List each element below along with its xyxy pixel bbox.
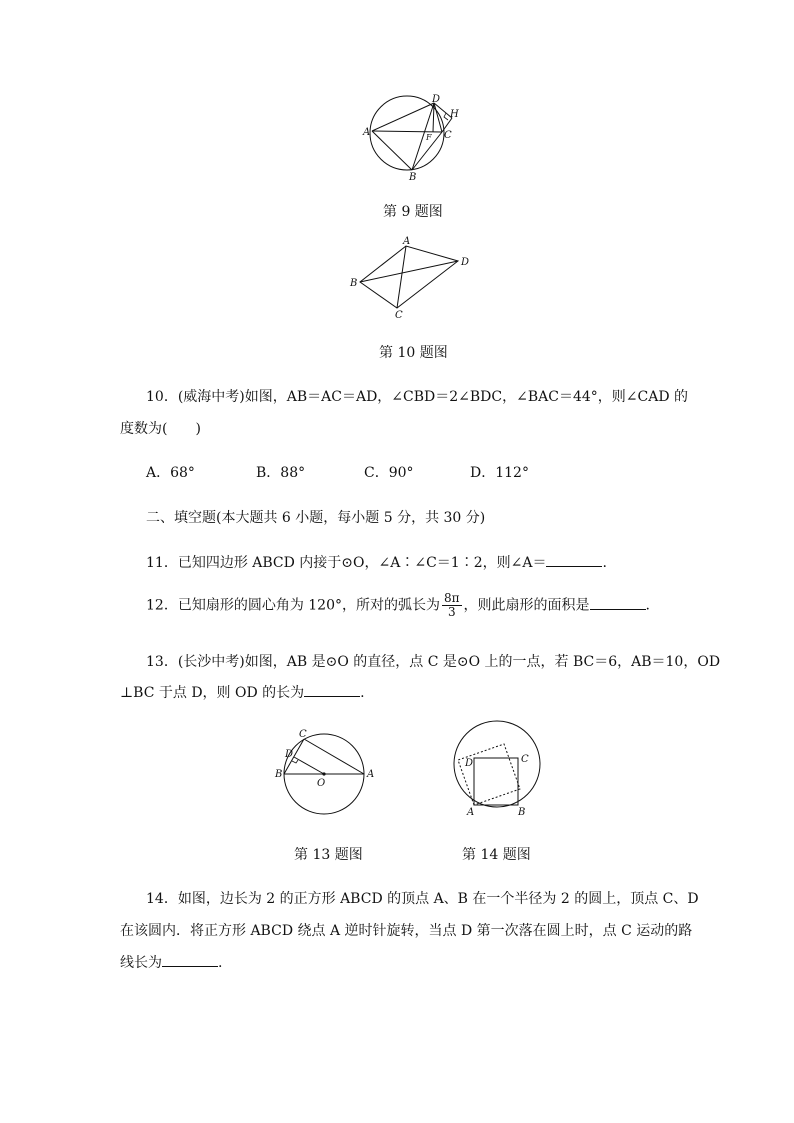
- question-14-text: 线长为: [120, 955, 162, 971]
- figure-10-caption: 第 10 题图: [379, 345, 448, 361]
- fig13-segment-ac: [304, 739, 364, 774]
- fig10-quadrilateral-abcd: [360, 246, 458, 308]
- fig9-label-h: H: [450, 109, 459, 120]
- question-11: [146, 552, 607, 572]
- question-10-option-d: D．112°: [470, 465, 529, 481]
- question-12-answer-blank[interactable]: [590, 597, 646, 610]
- figure-10-diagram: [348, 234, 478, 320]
- question-14-line-1: 14．如图，边长为 2 的正方形 ABCD 的顶点 A、B 在一个半径为 2 的圆上，顶点 C、D: [146, 891, 699, 907]
- fig13-segment-od: [294, 757, 324, 774]
- figure-14-diagram: [444, 716, 554, 822]
- fig10-label-b: B: [350, 278, 358, 289]
- fig13-right-angle-mark: [292, 760, 298, 763]
- fig9-label-c: C: [444, 130, 452, 141]
- fig10-diagonal-ac: [397, 246, 406, 308]
- fig14-label-b: B: [518, 807, 526, 818]
- fraction-numerator: 8π: [444, 591, 460, 605]
- question-12: [146, 592, 650, 619]
- question-11-answer-blank[interactable]: [546, 554, 602, 567]
- fig13-label-o: O: [317, 778, 326, 789]
- question-11-text: 11．已知四边形 ABCD 内接于⊙O，∠A∶∠C＝1∶2，则∠A＝: [146, 555, 547, 571]
- question-10-option-a: A．68°: [146, 465, 195, 481]
- fig9-segment-ad: [372, 103, 434, 131]
- fig14-label-c: C: [521, 754, 529, 765]
- question-13-text: ⊥BC 于点 D，则 OD 的长为: [120, 685, 305, 701]
- fig9-label-d: D: [432, 94, 441, 105]
- section-2-heading: 二、填空题(本大题共 6 小题，每小题 5 分，共 30 分): [146, 510, 486, 526]
- question-13-answer-blank[interactable]: [304, 684, 360, 697]
- fig14-label-a: A: [467, 807, 475, 818]
- fig10-label-a: A: [403, 236, 411, 247]
- fig10-label-d: D: [461, 257, 470, 268]
- question-10-line-1: 10．(威海中考)如图，AB＝AC＝AD，∠CBD＝2∠BDC，∠BAC＝44°，则∠CAD 的: [146, 389, 688, 405]
- fig13-center-point: [322, 772, 325, 775]
- question-10-option-b: B．88°: [256, 465, 306, 481]
- fig14-rotated-square-dashed: [458, 744, 520, 805]
- question-10-option-c: C．90°: [364, 465, 414, 481]
- fig9-label-f: F: [426, 133, 432, 142]
- question-14-end: .: [218, 955, 223, 971]
- question-13-line-2: [120, 682, 365, 702]
- fig10-label-c: C: [395, 310, 403, 320]
- question-14-line-2: 在该圆内．将正方形 ABCD 绕点 A 逆时针旋转，当点 D 第一次落在圆上时，点 C 运动的路: [120, 923, 693, 939]
- figure-13-caption: 第 13 题图: [294, 847, 363, 863]
- fig9-label-b: B: [409, 172, 417, 180]
- fig9-segment-ab: [372, 131, 412, 170]
- fig10-diagonal-bd: [360, 261, 458, 282]
- fig13-label-b: B: [275, 769, 283, 780]
- question-13-end: .: [360, 685, 365, 701]
- question-14-line-3: [120, 952, 222, 972]
- fig14-label-d: D: [465, 758, 474, 769]
- question-12-text-2: ，则此扇形的面积是: [463, 597, 590, 614]
- figure-13-diagram: [272, 726, 382, 822]
- question-12-text: 12．已知扇形的圆心角为 120°，所对的弧长为: [146, 597, 440, 614]
- fig13-label-d: D: [285, 749, 294, 760]
- figure-9-caption: 第 9 题图: [383, 204, 443, 220]
- question-12-fraction: [442, 592, 462, 619]
- question-13-line-1: 13．(长沙中考)如图，AB 是⊙O 的直径，点 C 是⊙O 上的一点，若 BC＝6，AB＝10，OD: [146, 654, 721, 670]
- question-12-end: .: [645, 597, 650, 614]
- question-10-line-2: 度数为( ): [120, 421, 201, 437]
- fraction-denominator: 3: [447, 605, 456, 619]
- figure-9-diagram: [360, 92, 460, 180]
- fig13-label-a: A: [367, 769, 375, 780]
- question-14-answer-blank[interactable]: [162, 954, 218, 967]
- fig9-label-a: A: [363, 127, 371, 138]
- figure-14-caption: 第 14 题图: [462, 847, 531, 863]
- fig13-label-c: C: [299, 729, 307, 740]
- fig14-square-abcd: [474, 758, 518, 805]
- question-11-end: .: [602, 555, 607, 571]
- fig9-segment-ac: [372, 131, 442, 132]
